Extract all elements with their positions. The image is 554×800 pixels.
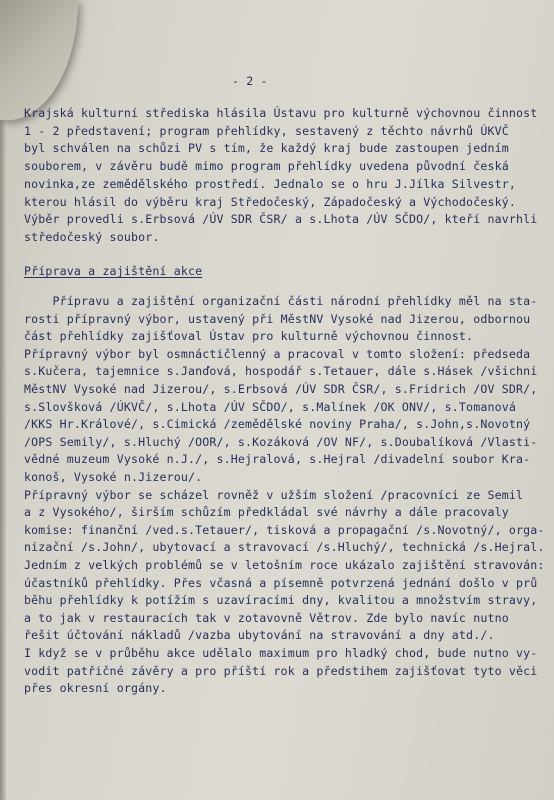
paragraph-preparation — [24, 294, 544, 794]
text-line: přes okresní orgány. — [24, 681, 167, 696]
text-line: účastníků přehlídky. Přes včasná a písemně potvrzená jednání došlo v prů — [24, 575, 538, 590]
text-line: část přehlídky zajišťoval Ústav pro kulturně výchovnou činnost. — [24, 329, 474, 344]
text-line: MěstNV Vysoké nad Jizerou/, s.Erbsová /ÚV SDR ČSR/, s.Fridrich /OV SDR/, — [24, 382, 538, 396]
text-line: I když se v průběhu akce udělalo maximum pro hladký chod, bude nutno vy- — [24, 646, 538, 660]
text-line: Přípravný výbor se scházel rovněž v užším složení /pracovníci ze Semil — [24, 487, 524, 502]
page-number: - 2 - — [232, 74, 268, 88]
text-line: vodit patřičné závěry a pro příští rok a předstihem zajišťovat tyto věci — [24, 663, 538, 678]
text-line: /KKS Hr.Králové/, s.Cimická /zemědělské noviny Praha/, s.John,s.Novotný — [24, 417, 531, 432]
text-line: Jedním z velkých problémů se v letošním roce ukázalo zajištění stravován: — [24, 558, 545, 572]
text-line: komise: finanční /ved.s.Tetauer/, tisková a propagační /s.Novotný/, orga- — [24, 522, 545, 537]
paragraph-intro — [24, 106, 544, 256]
text-line: s.Slovšková /ÚKVČ/, s.Lhota /ÚV SČDO/, s.Malínek /OK ONV/, s.Tomanová — [24, 399, 516, 414]
text-line: souborem, v závěru budě mimo program přehlídky uvedena původní česká — [24, 159, 509, 174]
text-line: byl schválen na schůzi PV s tím, že každý kraj bude zastoupen jedním — [24, 141, 509, 156]
text-line: a to jak v restauracích tak v zotavovně Větrov. Zde bylo navíc nutno — [24, 610, 509, 625]
text-line: rosti přípravný výbor, ustavený při MěstNV Vysoké nad Jizerou, odbornou — [24, 311, 531, 326]
text-line: Přípravu a zajištění organizační části národní přehlídky měl na sta- — [24, 294, 538, 308]
text-line: Krajská kulturní střediska hlásila Ústavu pro kulturně výchovnou činnost — [24, 106, 538, 120]
text-line: a z Vysokého/, širším schůzím předkládal své návrhy a dále pracovaly — [24, 505, 509, 520]
text-line: nizační /s.John/, ubytovací a stravovací /s.Hluchý/, technická /s.Hejral. — [24, 540, 545, 555]
page-shadow — [0, 120, 6, 800]
text-line: Výběr provedli s.Erbsová /ÚV SDR ČSR/ a s.Lhota /ÚV SČDO/, kteří navrhli — [24, 212, 538, 227]
text-line: řešit účtování nákladů /vazba ubytování na stravování a dny atd./. — [24, 628, 495, 643]
text-line: Přípravný výbor byl osmnáctičlenný a pracoval v tomto složení: předseda — [24, 346, 531, 361]
text-line: 1 - 2 představení; program přehlídky, sestavený z těchto návrhů ÚKVČ — [24, 123, 509, 138]
text-line: /OPS Semily/, s.Hluchý /OOR/, s.Kozáková /OV NF/, s.Doubalíková /Vlasti- — [24, 434, 538, 449]
section-heading: Příprava a zajištění akce — [24, 264, 203, 278]
text-line: vědné muzeum Vysoké n.J./, s.Hejralová, s.Hejral /divadelní soubor Kra- — [24, 452, 531, 467]
text-line: konoš, Vysoké n.Jizerou/. — [24, 470, 203, 484]
text-line: kterou hlásil do výběru kraj Středočeský, Západočeský a Východočeský. — [24, 194, 516, 209]
text-line: běhu přehlídky k potížím s uzavíracími dny, kvalitou a množstvím stravy, — [24, 593, 538, 608]
folded-page-corner — [0, 0, 78, 120]
text-line: novinka,ze zemědělského prostředí. Jednalo se o hru J.Jílka Silvestr, — [24, 176, 516, 191]
text-line: s.Kučera, tajemnice s.Janďová, hospodář s.Tetauer, dále s.Hásek /všichni — [24, 364, 538, 379]
text-line: středočeský soubor. — [24, 229, 160, 244]
